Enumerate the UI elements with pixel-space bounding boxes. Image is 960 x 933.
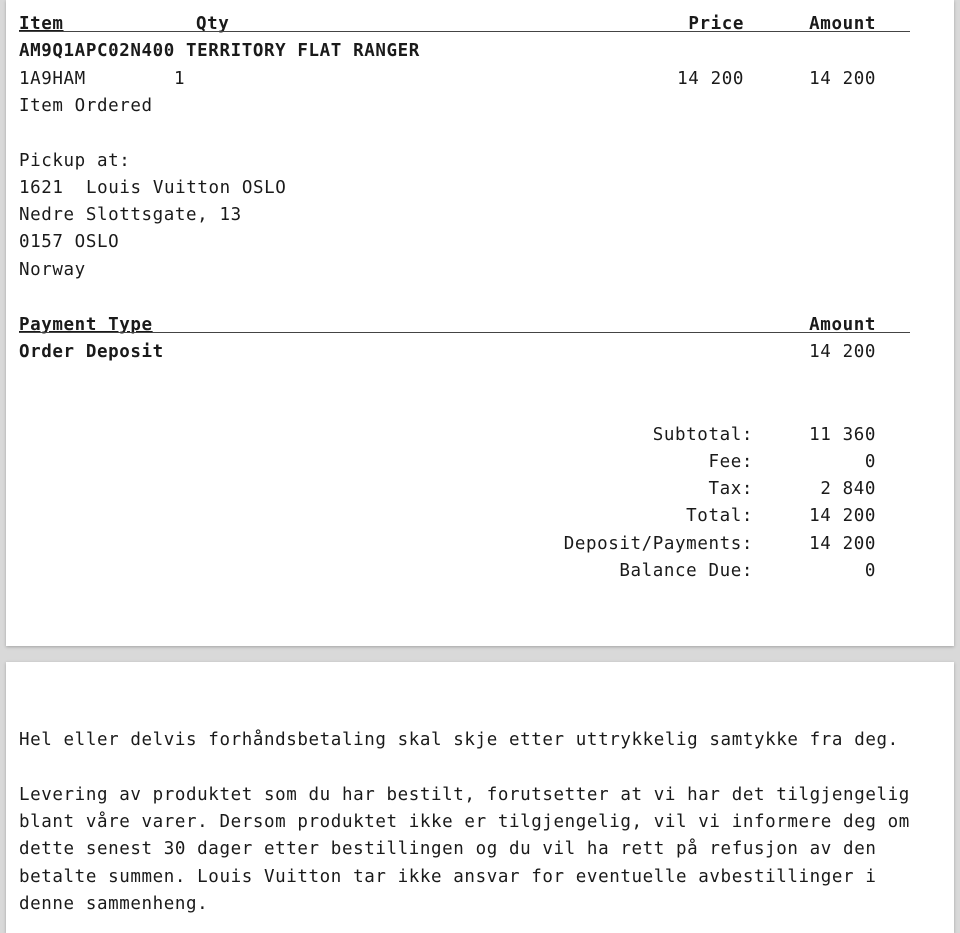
pickup-store-name: Louis Vuitton OSLO [86, 178, 287, 198]
receipt-page [6, 0, 954, 646]
payment-type: Order Deposit [19, 342, 164, 362]
pickup-postal-city: 0157 OSLO [19, 232, 120, 252]
terms-paragraph-1: Hel eller delvis forhåndsbetaling skal skje etter uttrykkelig samtykke fra deg. [19, 730, 899, 750]
item-qty: 1 [174, 69, 186, 89]
totals-value: 0 [864, 561, 876, 581]
pickup-store-id: 1621 [19, 178, 64, 198]
terms-paragraph-2-line: blant våre varer. Dersom produktet ikke er tilgjengelig, vil vi informere deg om [19, 812, 910, 832]
item-price: 14 200 [677, 69, 744, 89]
totals-label: Total: [686, 506, 753, 526]
terms-paragraph-2-line: Levering av produktet som du har bestilt, forutsetter at vi har det tilgjengelig [19, 785, 910, 805]
item-code: 1A9HAM [19, 69, 86, 89]
item-amount: 14 200 [809, 69, 876, 89]
header-rule [19, 31, 910, 32]
terms-page [6, 662, 954, 933]
pickup-country: Norway [19, 260, 86, 280]
col-header-payment-amount: Amount [809, 315, 876, 335]
totals-label: Subtotal: [652, 425, 753, 445]
totals-label: Balance Due: [619, 561, 753, 581]
payment-header-rule [19, 332, 910, 333]
totals-label: Deposit/Payments: [563, 534, 753, 554]
totals-label: Fee: [708, 452, 753, 472]
col-header-amount: Amount [809, 14, 876, 34]
col-header-price: Price [688, 14, 744, 34]
terms-paragraph-2-line: betalte summen. Louis Vuitton tar ikke ansvar for eventuelle avbestillinger i [19, 867, 877, 887]
totals-value: 0 [864, 452, 876, 472]
terms-paragraph-2-line: denne sammenheng. [19, 894, 209, 914]
item-status: Item Ordered [19, 96, 153, 116]
terms-paragraph-2-line: dette senest 30 dager etter bestillingen og du vil ha rett på refusjon av den [19, 839, 877, 859]
item-name: AM9Q1APC02N400 TERRITORY FLAT RANGER [19, 41, 420, 61]
col-header-item: Item [19, 14, 64, 34]
totals-value: 11 360 [809, 425, 876, 445]
totals-value: 2 840 [820, 479, 876, 499]
col-header-qty: Qty [196, 14, 230, 34]
payment-amount: 14 200 [809, 342, 876, 362]
totals-label: Tax: [708, 479, 753, 499]
col-header-payment-type: Payment Type [19, 315, 153, 335]
pickup-label: Pickup at: [19, 151, 131, 171]
pickup-street: Nedre Slottsgate, 13 [19, 205, 242, 225]
totals-value: 14 200 [809, 506, 876, 526]
totals-value: 14 200 [809, 534, 876, 554]
